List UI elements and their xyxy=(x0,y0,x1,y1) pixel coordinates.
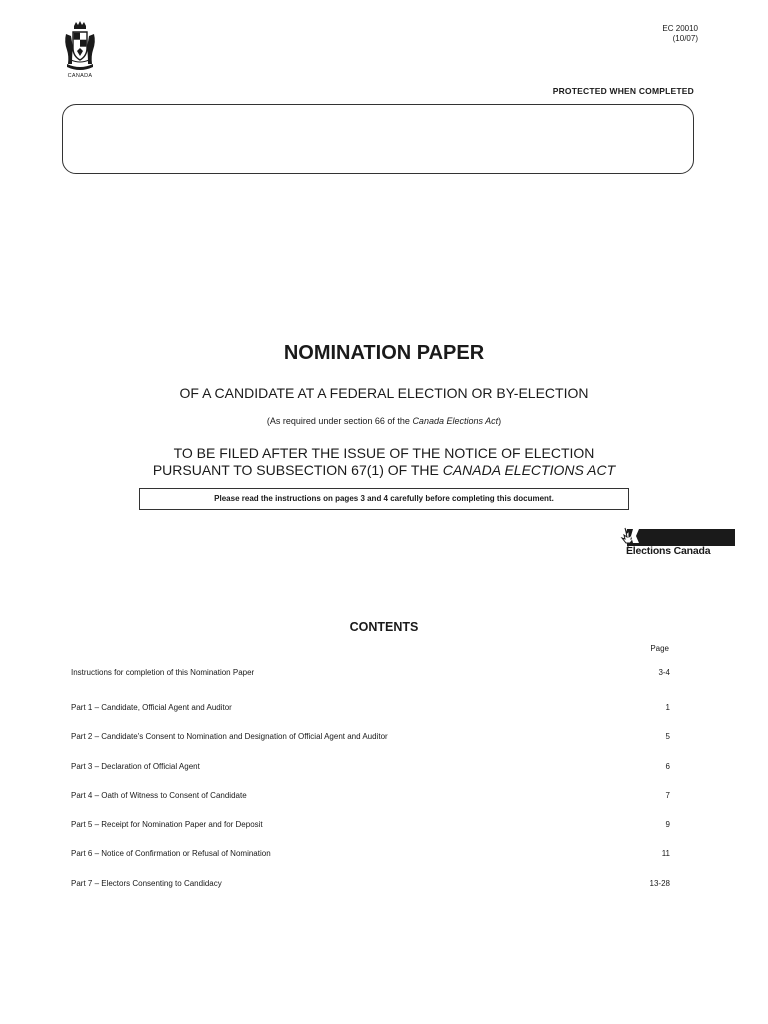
protected-notice: PROTECTED WHEN COMPLETED xyxy=(552,86,694,96)
form-number: EC 20010 xyxy=(662,24,698,33)
filing-line-2-act: CANADA ELECTIONS ACT xyxy=(442,462,616,478)
toc-row[interactable] xyxy=(71,703,670,732)
contents-title: CONTENTS xyxy=(349,620,419,634)
logo-bar xyxy=(627,529,735,546)
electoral-district-entry-box[interactable] xyxy=(62,104,694,174)
coat-of-arms-icon xyxy=(63,20,97,72)
requirement-note xyxy=(0,416,768,426)
toc-row[interactable] xyxy=(71,849,670,878)
instructions-notice-box: Please read the instructions on pages 3 and 4 carefully before completing this document. xyxy=(139,488,629,510)
form-date: (10/07) xyxy=(672,34,698,43)
filing-line-2 xyxy=(0,462,768,479)
toc-page: 1 xyxy=(665,703,670,712)
toc-row[interactable] xyxy=(71,668,670,703)
crest-label: CANADA xyxy=(67,73,93,79)
filing-statement xyxy=(0,445,768,479)
toc-label: Part 7 – Electors Consenting to Candidacy xyxy=(71,878,222,888)
requirement-suffix: ) xyxy=(498,416,502,426)
requirement-prefix: (As required under section 66 of the xyxy=(266,416,413,426)
toc-page: 13-28 xyxy=(649,878,670,888)
page-column-header: Page xyxy=(650,644,669,653)
toc-label: Instructions for completion of this Nomination Paper xyxy=(71,668,255,677)
toc-row[interactable] xyxy=(71,762,670,791)
toc-label: Part 2 – Candidate's Consent to Nomination and Designation of Official Agent and Auditor xyxy=(71,732,388,742)
elections-canada-logo xyxy=(617,526,735,562)
toc-row[interactable] xyxy=(71,791,670,820)
requirement-act: Canada Elections Act xyxy=(412,416,499,426)
form-number-block xyxy=(662,24,698,44)
filing-line-2-prefix: PURSUANT TO SUBSECTION 67(1) OF THE xyxy=(152,462,443,478)
toc-row[interactable] xyxy=(71,732,670,761)
toc-label: Part 4 – Oath of Witness to Consent of Candidate xyxy=(71,790,247,800)
document-subtitle: OF A CANDIDATE AT A FEDERAL ELECTION OR BY-ELECTION xyxy=(179,385,589,401)
toc-page: 7 xyxy=(665,790,670,800)
toc-label: Part 6 – Notice of Confirmation or Refusal of Nomination xyxy=(71,849,271,859)
logo-text: Elections Canada xyxy=(626,545,711,557)
toc-label: Part 1 – Candidate, Official Agent and Auditor xyxy=(71,703,232,712)
toc-row[interactable] xyxy=(71,820,670,849)
toc-page: 9 xyxy=(665,820,670,830)
toc-page: 3-4 xyxy=(658,668,670,677)
toc-label: Part 5 – Receipt for Nomination Paper and for Deposit xyxy=(71,820,263,830)
toc-page: 5 xyxy=(665,732,670,742)
document-title: NOMINATION PAPER xyxy=(283,342,485,364)
filing-line-1: TO BE FILED AFTER THE ISSUE OF THE NOTICE OF ELECTION xyxy=(173,445,595,461)
toc-row[interactable] xyxy=(71,879,670,908)
toc-label: Part 3 – Declaration of Official Agent xyxy=(71,761,200,771)
toc-page: 6 xyxy=(665,761,670,771)
table-of-contents xyxy=(71,668,670,908)
toc-page: 11 xyxy=(661,849,670,859)
canada-crest-logo xyxy=(60,20,100,84)
